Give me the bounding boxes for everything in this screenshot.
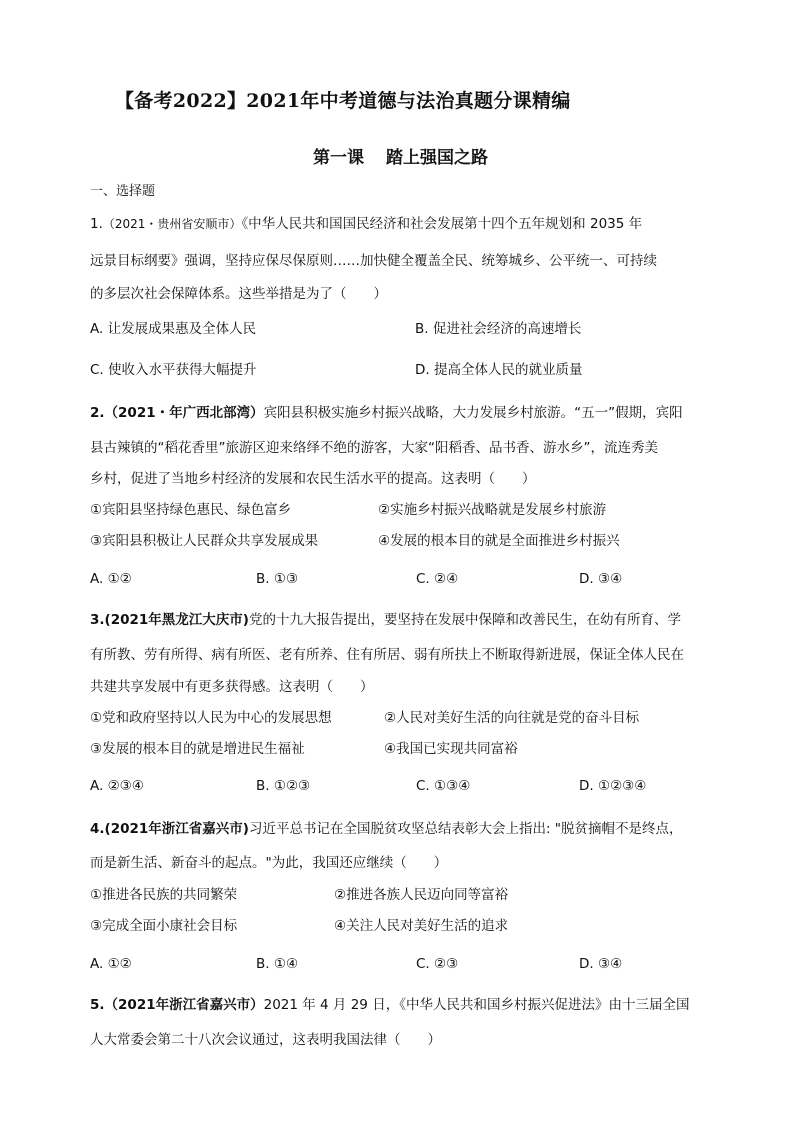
q2-text-1: 宾阳县积极实施乡村振兴战略，大力发展乡村旅游。“五一”假期，宾阳 — [263, 405, 683, 421]
q3-option-c: C. ①③④ — [416, 778, 471, 794]
q1-line-2: 远景目标纲要》强调，坚持应保尽保原则……加快健全覆盖全民、统筹城乡、公平统一、可持续 — [90, 253, 657, 269]
q2-option-d: D. ③④ — [579, 571, 623, 587]
lesson-number: 第一课 — [313, 148, 364, 168]
q2-option-b: B. ①③ — [256, 571, 299, 587]
q3-statement-2: ②人民对美好生活的向往就是党的奋斗目标 — [384, 710, 640, 726]
q4-line-2: 而是新生活、新奋斗的起点。"为此，我国还应继续（ ） — [90, 855, 448, 871]
q4-option-a: A. ①② — [90, 956, 132, 972]
q5-source: （2021年浙江省嘉兴市） — [104, 997, 264, 1013]
q2-line-3: 乡村，促进了当地乡村经济的发展和农民生活水平的提高。这表明（ ） — [90, 471, 536, 487]
q2-source: （2021・年广西北部湾） — [104, 405, 264, 421]
q3-source: (2021年黑龙江大庆市) — [104, 612, 249, 628]
q3-number: 3. — [90, 612, 105, 628]
q4-statement-3: ③完成全面小康社会目标 — [90, 918, 238, 934]
q4-line-1 — [90, 819, 683, 839]
q4-option-b: B. ①④ — [256, 956, 299, 972]
q4-source: (2021年浙江省嘉兴市) — [104, 821, 249, 837]
q3-option-d: D. ①②③④ — [579, 778, 647, 794]
q3-statement-1: ①党和政府坚持以人民为中心的发展思想 — [90, 710, 332, 726]
q2-option-a: A. ①② — [90, 571, 132, 587]
q1-option-b: B. 促进社会经济的高速增长 — [415, 321, 582, 337]
document-title: 【备考2022】2021年中考道德与法治真题分课精编 — [115, 90, 571, 112]
q1-text-1: 《中华人民共和国国民经济和社会发展第十四个五年规划和 2035 年 — [241, 216, 643, 232]
q4-option-d: D. ③④ — [579, 956, 623, 972]
q4-option-c: C. ②③ — [416, 956, 459, 972]
q5-text-1: 2021 年 4 月 29 日，《中华人民共和国乡村振兴促进法》由十三届全国 — [263, 997, 690, 1013]
q4-text-1: 习近平总书记在全国脱贫攻坚总结表彰大会上指出: "脱贫摘帽不是终点， — [248, 821, 683, 837]
q4-number: 4. — [90, 821, 105, 837]
q1-source: （2021・贵州省安顺市） — [102, 217, 242, 231]
q4-statement-1: ①推进各民族的共同繁荣 — [90, 887, 238, 903]
q2-number: 2. — [90, 405, 105, 421]
q1-line-1 — [90, 214, 642, 234]
q2-statement-2: ②实施乡村振兴战略就是发展乡村旅游 — [378, 502, 607, 518]
q3-statement-4: ④我国已实现共同富裕 — [384, 741, 518, 757]
q2-statement-4: ④发展的根本目的就是全面推进乡村振兴 — [378, 533, 620, 549]
q2-line-1 — [90, 403, 683, 423]
q4-statement-4: ④关注人民对美好生活的追求 — [334, 918, 509, 934]
lesson-name: 踏上强国之路 — [386, 148, 488, 168]
q4-statement-2: ②推进各族人民迈向同等富裕 — [334, 887, 509, 903]
q3-line-1 — [90, 610, 681, 630]
q5-line-2: 人大常委会第二十八次会议通过，这表明我国法律（ ） — [90, 1032, 441, 1048]
q3-line-3: 共建共享发展中有更多获得感。这表明（ ） — [90, 679, 374, 695]
q1-option-a: A. 让发展成果惠及全体人民 — [90, 321, 257, 337]
q3-option-a: A. ②③④ — [90, 778, 144, 794]
lesson-heading — [313, 143, 488, 168]
q3-statement-3: ③发展的根本目的就是增进民生福祉 — [90, 741, 305, 757]
q1-number: 1. — [90, 216, 103, 232]
q3-option-b: B. ①②③ — [256, 778, 311, 794]
q5-line-1 — [90, 995, 689, 1015]
q1-option-d: D. 提高全体人民的就业质量 — [415, 362, 583, 378]
q2-statement-3: ③宾阳县积极让人民群众共享发展成果 — [90, 533, 319, 549]
q3-text-1: 党的十九大报告提出，要坚持在发展中保障和改善民生，在幼有所育、学 — [248, 612, 681, 628]
section-heading: 一、选择题 — [90, 184, 156, 199]
q2-line-2: 县古辣镇的“稻花香里”旅游区迎来络绎不绝的游客，大家“阳稻香、品书香、游水乡”，流连秀美 — [90, 440, 658, 456]
q1-option-c: C. 使收入水平获得大幅提升 — [90, 362, 257, 378]
q2-option-c: C. ②④ — [416, 571, 459, 587]
q1-line-3: 的多层次社会保障体系。这些举措是为了（ ） — [90, 286, 387, 302]
q5-number: 5. — [90, 997, 105, 1013]
q2-statement-1: ①宾阳县坚持绿色惠民、绿色富乡 — [90, 502, 292, 518]
q3-line-2: 有所教、劳有所得、病有所医、老有所养、住有所居、弱有所扶上不断取得新进展，保证全体人民在 — [90, 647, 684, 663]
